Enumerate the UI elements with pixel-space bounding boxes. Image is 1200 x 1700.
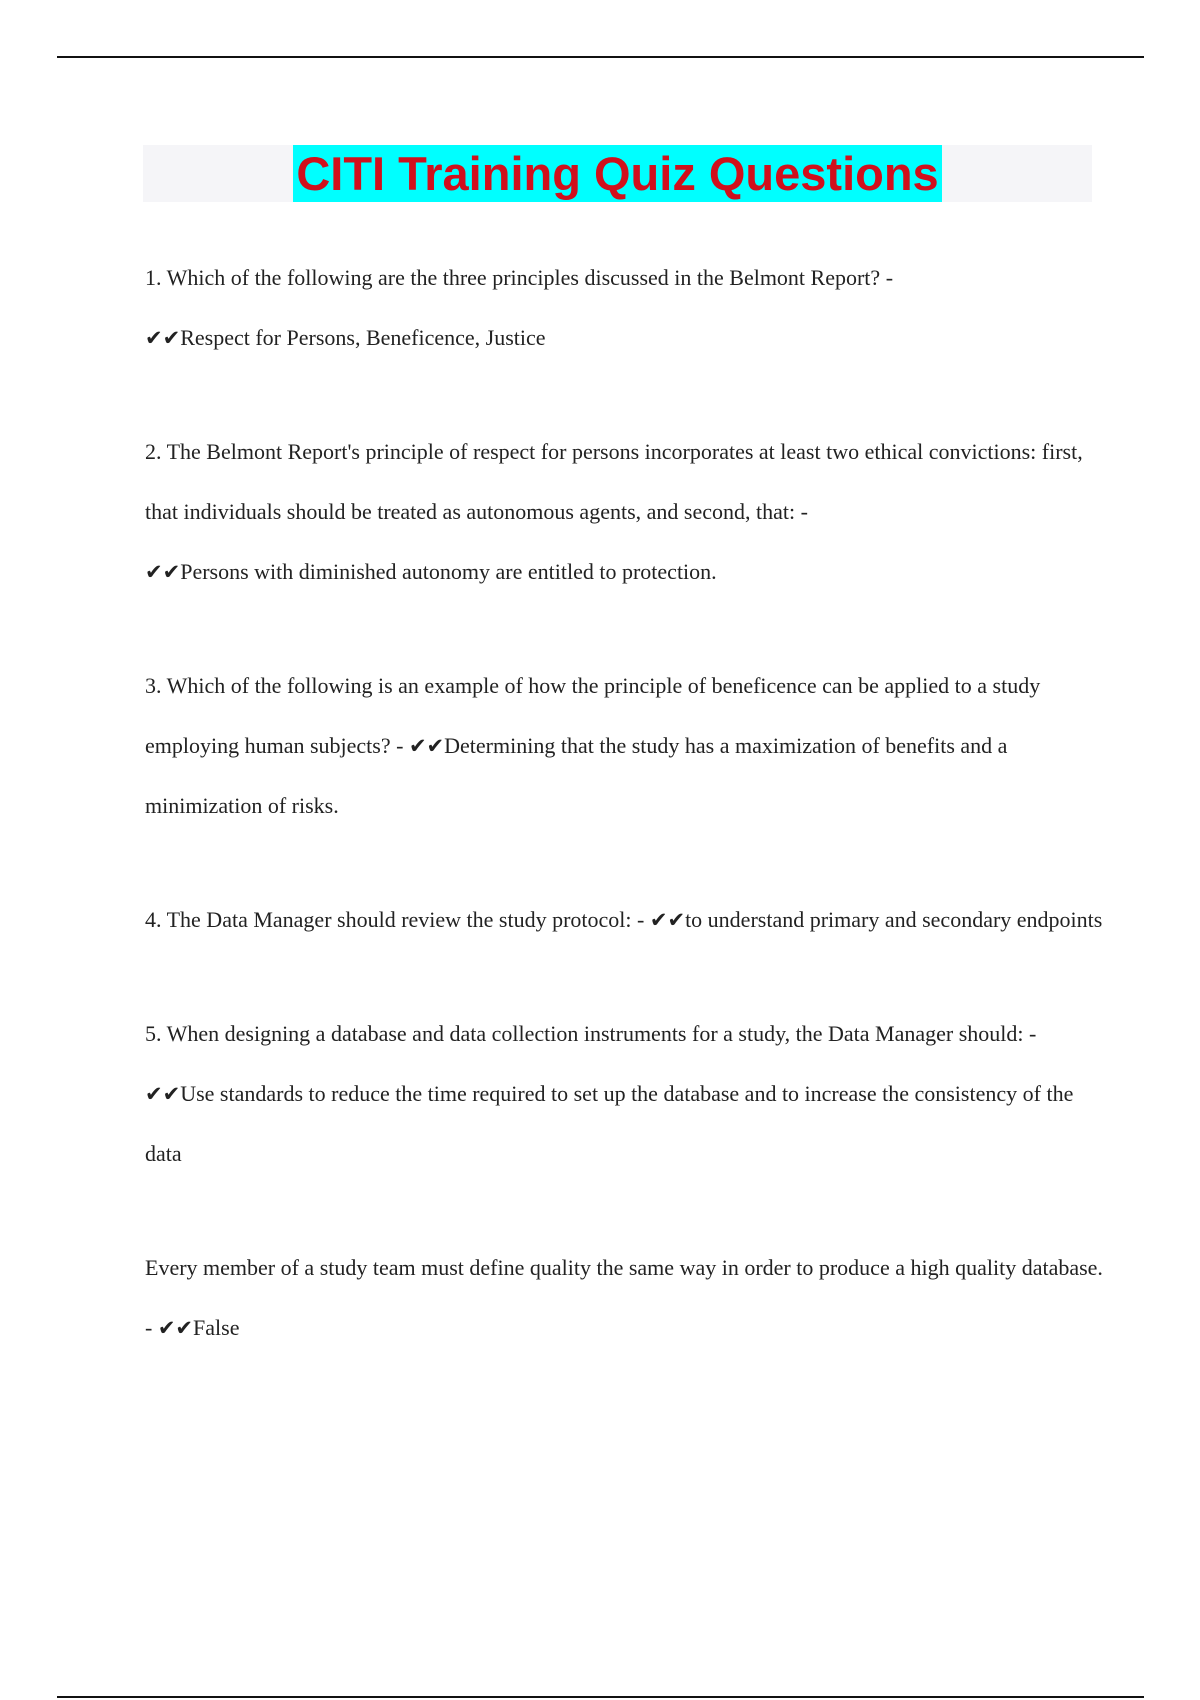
answer-text: Persons with diminished autonomy are entitled to protection. [180, 559, 717, 584]
separator: - [880, 265, 894, 290]
answer-text: Use standards to reduce the time required to set up the database and to increase the consistency of the data [145, 1081, 1074, 1166]
answer-text: to understand primary and secondary endpoints [685, 907, 1103, 932]
quiz-content [145, 248, 1105, 1412]
question-text: 2. The Belmont Report's principle of respect for persons incorporates at least two ethical convictions: first, that individuals should be treated as autonomous agents, and second, that: [145, 439, 1083, 524]
question-text: Every member of a study team must define quality the same way in order to produce a high quality database. [145, 1255, 1103, 1280]
check-icon: ✔✔ [408, 734, 445, 758]
quiz-item-1 [145, 248, 1105, 368]
quiz-item-4 [145, 890, 1105, 950]
answer-text: False [193, 1315, 240, 1340]
separator: - [795, 499, 808, 524]
answer-text: Respect for Persons, Beneficence, Justice [180, 325, 546, 350]
quiz-item-5 [145, 1004, 1105, 1184]
separator: - [390, 733, 409, 758]
separator: - [145, 1315, 158, 1340]
check-icon: ✔✔ [145, 560, 181, 584]
question-text: 5. When designing a database and data collection instruments for a study, the Data Manager should: [145, 1021, 1024, 1046]
question-text: 4. The Data Manager should review the study protocol: [145, 907, 632, 932]
bottom-rule [57, 1696, 1144, 1698]
top-rule [57, 56, 1144, 58]
check-icon: ✔✔ [157, 1316, 194, 1340]
question-text: 3. Which of the following is an example of how the principle of beneficence can be applied to a study employing human subjects? [145, 673, 1041, 758]
question-text: 1. Which of the following are the three principles discussed in the Belmont Report? [145, 265, 881, 290]
separator: - [1023, 1021, 1037, 1046]
title-banner [143, 145, 1092, 202]
check-icon: ✔✔ [649, 908, 686, 932]
quiz-item-3 [145, 656, 1105, 836]
answer-text: Determining that the study has a maximization of benefits and a minimization of risks. [145, 733, 1008, 818]
separator: - [631, 907, 650, 932]
quiz-item-6 [145, 1238, 1105, 1358]
page-title: CITI Training Quiz Questions [293, 145, 941, 202]
check-icon: ✔✔ [145, 326, 181, 350]
check-icon: ✔✔ [145, 1082, 181, 1106]
quiz-item-2 [145, 422, 1105, 602]
